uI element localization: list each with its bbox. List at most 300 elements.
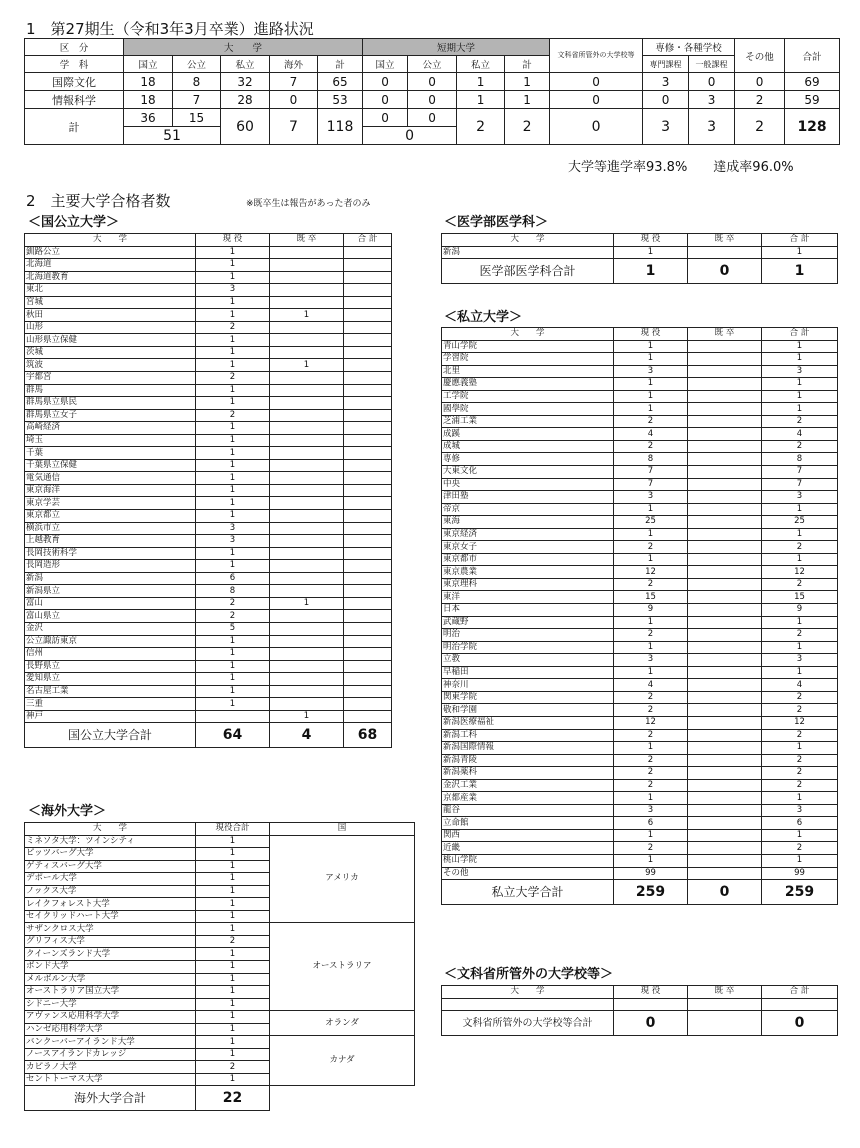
private-genn: 2 xyxy=(614,629,688,642)
private-kisotsu xyxy=(688,829,762,842)
total-kokuritsu: 36 xyxy=(124,109,173,127)
overseas-univ-name: セントトーマス大学 xyxy=(25,1073,196,1086)
national-univ-name: 宇都宮 xyxy=(25,372,196,385)
overseas-genn: 1 xyxy=(196,860,270,873)
private-genn: 2 xyxy=(614,440,688,453)
private-genn: 6 xyxy=(614,817,688,830)
summary-cell: 0 xyxy=(363,91,408,109)
summary-row-label: 国際文化 xyxy=(25,73,124,91)
national-kisotsu xyxy=(270,610,344,623)
overseas-row xyxy=(25,1036,415,1049)
private-row xyxy=(442,591,838,604)
private-row xyxy=(442,767,838,780)
national-row xyxy=(25,522,392,535)
private-genn: 1 xyxy=(614,616,688,629)
monka-total-genn: 0 xyxy=(614,1011,688,1036)
private-gokei: 1 xyxy=(762,742,838,755)
private-genn: 2 xyxy=(614,779,688,792)
private-kisotsu xyxy=(688,691,762,704)
private-kisotsu xyxy=(688,779,762,792)
total-gokei: 128 xyxy=(785,109,840,145)
overseas-univ-name: メルボルン大学 xyxy=(25,973,196,986)
national-genn: 1 xyxy=(196,510,270,523)
medical-total-genn: 1 xyxy=(614,259,688,284)
private-row xyxy=(442,378,838,391)
section2-note: ※既卒生は報告があった者のみ xyxy=(246,199,371,209)
private-genn: 1 xyxy=(614,528,688,541)
national-kisotsu xyxy=(270,259,344,272)
medical-header-genn: 現 役 xyxy=(614,234,688,247)
overseas-total-label: 海外大学合計 xyxy=(25,1086,196,1111)
national-row xyxy=(25,321,392,334)
private-row xyxy=(442,503,838,516)
overseas-genn: 1 xyxy=(196,1023,270,1036)
private-gokei: 1 xyxy=(762,378,838,391)
private-row xyxy=(442,842,838,855)
section2-title: 2 主要大学合格者数 xyxy=(26,192,171,210)
private-genn: 1 xyxy=(614,403,688,416)
overseas-genn: 1 xyxy=(196,835,270,848)
national-univ-name: 東京海洋 xyxy=(25,484,196,497)
national-univ-name: 上越教育 xyxy=(25,535,196,548)
private-genn: 99 xyxy=(614,867,688,880)
national-gokei xyxy=(344,648,392,661)
private-row xyxy=(442,629,838,642)
summary-cell: 0 xyxy=(408,73,457,91)
summary-cell: 7 xyxy=(173,91,221,109)
national-univ-name: 金沢 xyxy=(25,622,196,635)
private-row xyxy=(442,353,838,366)
private-gokei: 7 xyxy=(762,466,838,479)
private-kisotsu xyxy=(688,754,762,767)
summary-cell: 18 xyxy=(124,91,173,109)
overseas-genn: 1 xyxy=(196,1036,270,1049)
national-univ-name: 北海道教育 xyxy=(25,271,196,284)
private-univ-name: 成蹊 xyxy=(442,428,614,441)
monka-header-kisotsu: 既 卒 xyxy=(688,986,762,999)
monka-total-gokei: 0 xyxy=(762,1011,838,1036)
private-row xyxy=(442,679,838,692)
overseas-country: オランダ xyxy=(270,1011,415,1036)
overseas-country: オーストラリア xyxy=(270,923,415,1011)
summary-cell: 8 xyxy=(173,73,221,91)
private-genn: 1 xyxy=(614,641,688,654)
total-ippan: 3 xyxy=(689,109,735,145)
private-gokei: 12 xyxy=(762,716,838,729)
national-row xyxy=(25,434,392,447)
private-genn: 7 xyxy=(614,478,688,491)
national-total-label: 国公立大学合計 xyxy=(25,723,196,748)
national-kisotsu xyxy=(270,346,344,359)
overseas-univ-name: ボンド大学 xyxy=(25,961,196,974)
national-kisotsu: 1 xyxy=(270,597,344,610)
national-kisotsu xyxy=(270,284,344,297)
private-gokei: 1 xyxy=(762,528,838,541)
overseas-genn: 1 xyxy=(196,898,270,911)
national-univ-name: 宮城 xyxy=(25,296,196,309)
private-total-gokei: 259 xyxy=(762,880,838,905)
summary-cell: 1 xyxy=(457,73,505,91)
national-gokei xyxy=(344,547,392,560)
private-row xyxy=(442,742,838,755)
rate-text: 大学等進学率93.8% 達成率96.0% xyxy=(568,160,794,175)
national-genn: 1 xyxy=(196,459,270,472)
private-univ-name: 京都産業 xyxy=(442,792,614,805)
private-genn: 2 xyxy=(614,578,688,591)
private-univ-name: 津田塾 xyxy=(442,491,614,504)
overseas-genn: 1 xyxy=(196,910,270,923)
summary-cell: 7 xyxy=(270,73,318,91)
medical-title: ＜医学部医学科＞ xyxy=(444,215,549,230)
private-gokei: 1 xyxy=(762,503,838,516)
private-kisotsu xyxy=(688,553,762,566)
private-genn: 2 xyxy=(614,704,688,717)
national-univ-name: 信州 xyxy=(25,648,196,661)
national-kisotsu xyxy=(270,296,344,309)
overseas-country: カナダ xyxy=(270,1036,415,1086)
private-univ-name: 東洋 xyxy=(442,591,614,604)
private-kisotsu xyxy=(688,578,762,591)
overseas-header-univ: 大 学 xyxy=(25,823,196,836)
national-row xyxy=(25,271,392,284)
private-univ-name: 東京農業 xyxy=(442,566,614,579)
national-genn: 1 xyxy=(196,484,270,497)
summary-cell: 18 xyxy=(124,73,173,91)
national-row xyxy=(25,560,392,573)
private-row xyxy=(442,466,838,479)
monka-total-label: 文科省所管外の大学校等合計 xyxy=(442,1011,614,1036)
private-row xyxy=(442,541,838,554)
private-univ-name: 青山学院 xyxy=(442,340,614,353)
national-gokei xyxy=(344,321,392,334)
header-kubun: 区 分 xyxy=(25,39,124,56)
private-row xyxy=(442,654,838,667)
private-univ-name: 新潟医療福祉 xyxy=(442,716,614,729)
national-genn: 3 xyxy=(196,522,270,535)
national-univ-name: 電気通信 xyxy=(25,472,196,485)
private-kisotsu xyxy=(688,742,762,755)
national-genn: 1 xyxy=(196,246,270,259)
private-total-genn: 259 xyxy=(614,880,688,905)
overseas-header-country: 国 xyxy=(270,823,415,836)
national-header-univ: 大 学 xyxy=(25,234,196,247)
private-univ-name: 北里 xyxy=(442,365,614,378)
national-gokei xyxy=(344,359,392,372)
private-row xyxy=(442,704,838,717)
national-kisotsu xyxy=(270,447,344,460)
private-row xyxy=(442,666,838,679)
private-genn: 1 xyxy=(614,390,688,403)
national-univ-name: 新潟 xyxy=(25,572,196,585)
header-monka: 文科省所管外の大学校等 xyxy=(550,39,643,73)
national-genn: 1 xyxy=(196,660,270,673)
national-gokei xyxy=(344,510,392,523)
private-univ-name: 中央 xyxy=(442,478,614,491)
overseas-univ-name: セイクリッドハート大学 xyxy=(25,910,196,923)
private-kisotsu xyxy=(688,716,762,729)
national-gokei xyxy=(344,535,392,548)
national-row xyxy=(25,346,392,359)
national-univ-name: 新潟県立 xyxy=(25,585,196,598)
national-kisotsu xyxy=(270,522,344,535)
header-kei: 計 xyxy=(318,56,363,73)
national-univ-name: 愛知県立 xyxy=(25,673,196,686)
national-row xyxy=(25,685,392,698)
summary-cell: 3 xyxy=(643,73,689,91)
private-gokei: 2 xyxy=(762,767,838,780)
national-header-gokei: 合 計 xyxy=(344,234,392,247)
private-row xyxy=(442,578,838,591)
monka-total-kisotsu xyxy=(688,1011,762,1036)
national-title: ＜国公立大学＞ xyxy=(28,215,120,230)
national-univ-name: 秋田 xyxy=(25,309,196,322)
national-gokei xyxy=(344,309,392,322)
national-gokei xyxy=(344,372,392,385)
private-gokei: 4 xyxy=(762,428,838,441)
private-gokei: 9 xyxy=(762,604,838,617)
private-gokei: 1 xyxy=(762,616,838,629)
national-row xyxy=(25,296,392,309)
national-univ-name: 釧路公立 xyxy=(25,246,196,259)
monka-header-genn: 現 役 xyxy=(614,986,688,999)
header-daigaku: 大 学 xyxy=(124,39,363,56)
national-genn: 1 xyxy=(196,397,270,410)
national-univ-name: 三重 xyxy=(25,698,196,711)
private-title: ＜私立大学＞ xyxy=(444,310,523,325)
national-gokei xyxy=(344,522,392,535)
summary-cell: 32 xyxy=(221,73,270,91)
national-univ-name: 千葉県立保健 xyxy=(25,459,196,472)
national-kisotsu xyxy=(270,271,344,284)
national-kisotsu xyxy=(270,648,344,661)
private-genn: 1 xyxy=(614,854,688,867)
monka-table xyxy=(441,985,838,1036)
national-kisotsu xyxy=(270,497,344,510)
total-koritsu: 15 xyxy=(173,109,221,127)
national-genn: 1 xyxy=(196,673,270,686)
private-gokei: 25 xyxy=(762,516,838,529)
private-genn: 1 xyxy=(614,666,688,679)
national-kisotsu xyxy=(270,422,344,435)
national-gokei xyxy=(344,459,392,472)
national-row xyxy=(25,660,392,673)
national-kisotsu xyxy=(270,572,344,585)
overseas-genn: 1 xyxy=(196,948,270,961)
medical-total-kisotsu: 0 xyxy=(688,259,762,284)
private-gokei: 2 xyxy=(762,704,838,717)
national-row xyxy=(25,397,392,410)
national-genn: 1 xyxy=(196,648,270,661)
national-gokei xyxy=(344,610,392,623)
private-gokei: 2 xyxy=(762,779,838,792)
private-row xyxy=(442,403,838,416)
private-row xyxy=(442,553,838,566)
private-univ-name: 明治学院 xyxy=(442,641,614,654)
private-genn: 1 xyxy=(614,340,688,353)
private-row xyxy=(442,641,838,654)
private-univ-name: 國學院 xyxy=(442,403,614,416)
national-gokei xyxy=(344,560,392,573)
national-genn: 2 xyxy=(196,321,270,334)
overseas-row xyxy=(25,835,415,848)
national-kisotsu xyxy=(270,635,344,648)
private-gokei: 7 xyxy=(762,478,838,491)
national-row xyxy=(25,259,392,272)
private-gokei: 3 xyxy=(762,365,838,378)
summary-cell: 53 xyxy=(318,91,363,109)
private-genn: 1 xyxy=(614,742,688,755)
private-gokei: 3 xyxy=(762,804,838,817)
private-row xyxy=(442,440,838,453)
private-kisotsu xyxy=(688,453,762,466)
header-t-koritsu: 公立 xyxy=(408,56,457,73)
private-univ-name: 成城 xyxy=(442,440,614,453)
national-genn: 1 xyxy=(196,560,270,573)
national-row xyxy=(25,510,392,523)
overseas-genn: 1 xyxy=(196,1073,270,1086)
private-genn: 2 xyxy=(614,767,688,780)
private-kisotsu xyxy=(688,792,762,805)
private-gokei: 1 xyxy=(762,666,838,679)
national-gokei xyxy=(344,284,392,297)
private-row xyxy=(442,528,838,541)
total-kaigai: 7 xyxy=(270,109,318,145)
private-gokei: 1 xyxy=(762,403,838,416)
national-header-kisotsu: 既 卒 xyxy=(270,234,344,247)
national-univ-name: 富山 xyxy=(25,597,196,610)
national-gokei xyxy=(344,635,392,648)
national-gokei xyxy=(344,409,392,422)
national-univ-name: 高崎経済 xyxy=(25,422,196,435)
national-gokei xyxy=(344,497,392,510)
private-row xyxy=(442,779,838,792)
private-kisotsu xyxy=(688,842,762,855)
private-kisotsu xyxy=(688,767,762,780)
overseas-genn: 1 xyxy=(196,1048,270,1061)
national-row xyxy=(25,472,392,485)
national-kisotsu xyxy=(270,560,344,573)
national-kisotsu xyxy=(270,384,344,397)
national-row xyxy=(25,710,392,723)
private-kisotsu xyxy=(688,478,762,491)
private-kisotsu xyxy=(688,491,762,504)
national-univ-name: 群馬 xyxy=(25,384,196,397)
header-senmon: 専門課程 xyxy=(643,56,689,73)
total-kei: 118 xyxy=(318,109,363,145)
national-row xyxy=(25,547,392,560)
private-gokei: 2 xyxy=(762,415,838,428)
private-genn: 3 xyxy=(614,365,688,378)
national-kisotsu xyxy=(270,510,344,523)
national-genn: 1 xyxy=(196,434,270,447)
private-genn: 1 xyxy=(614,378,688,391)
national-row xyxy=(25,622,392,635)
overseas-univ-name: サザンクロス大学 xyxy=(25,923,196,936)
header-sonota: その他 xyxy=(735,39,785,73)
private-kisotsu xyxy=(688,415,762,428)
national-genn: 1 xyxy=(196,271,270,284)
private-gokei: 2 xyxy=(762,691,838,704)
summary-cell: 0 xyxy=(550,73,643,91)
summary-cell: 59 xyxy=(785,91,840,109)
national-row xyxy=(25,648,392,661)
private-kisotsu xyxy=(688,867,762,880)
private-kisotsu xyxy=(688,616,762,629)
summary-row-label: 情報科学 xyxy=(25,91,124,109)
national-gokei xyxy=(344,484,392,497)
private-univ-name: 立命館 xyxy=(442,817,614,830)
private-row xyxy=(442,616,838,629)
summary-cell: 0 xyxy=(270,91,318,109)
summary-cell: 65 xyxy=(318,73,363,91)
national-genn: 2 xyxy=(196,597,270,610)
total-t-koritsu: 0 xyxy=(408,109,457,127)
medical-header-gokei: 合 計 xyxy=(762,234,838,247)
private-kisotsu xyxy=(688,654,762,667)
overseas-genn: 2 xyxy=(196,1061,270,1074)
private-univ-name: 金沢工業 xyxy=(442,779,614,792)
private-univ-name: 早稲田 xyxy=(442,666,614,679)
private-univ-name: 敬和学園 xyxy=(442,704,614,717)
private-row xyxy=(442,792,838,805)
private-row xyxy=(442,729,838,742)
header-koritsu: 公立 xyxy=(173,56,221,73)
summary-cell: 0 xyxy=(689,73,735,91)
national-univ-name: 茨城 xyxy=(25,346,196,359)
header-t-kei: 計 xyxy=(505,56,550,73)
national-kisotsu xyxy=(270,585,344,598)
national-univ-name: 山形 xyxy=(25,321,196,334)
national-row xyxy=(25,359,392,372)
summary-cell: 0 xyxy=(550,91,643,109)
national-row xyxy=(25,497,392,510)
private-gokei: 2 xyxy=(762,754,838,767)
header-gakka: 学 科 xyxy=(25,56,124,73)
private-row xyxy=(442,867,838,880)
national-total-kisotsu: 4 xyxy=(270,723,344,748)
private-kisotsu xyxy=(688,528,762,541)
national-gokei xyxy=(344,334,392,347)
private-genn: 8 xyxy=(614,453,688,466)
private-kisotsu xyxy=(688,591,762,604)
private-kisotsu xyxy=(688,666,762,679)
private-univ-name: 関東学院 xyxy=(442,691,614,704)
private-gokei: 1 xyxy=(762,792,838,805)
private-kisotsu xyxy=(688,566,762,579)
private-univ-name: 大東文化 xyxy=(442,466,614,479)
private-row xyxy=(442,428,838,441)
overseas-country: アメリカ xyxy=(270,835,415,923)
private-gokei: 2 xyxy=(762,541,838,554)
national-row xyxy=(25,372,392,385)
private-kisotsu xyxy=(688,365,762,378)
private-kisotsu xyxy=(688,604,762,617)
national-univ-name: 神戸 xyxy=(25,710,196,723)
national-gokei xyxy=(344,472,392,485)
national-genn: 1 xyxy=(196,698,270,711)
private-kisotsu xyxy=(688,466,762,479)
national-gokei xyxy=(344,622,392,635)
private-gokei: 99 xyxy=(762,867,838,880)
summary-cell: 2 xyxy=(735,91,785,109)
national-kisotsu xyxy=(270,535,344,548)
overseas-univ-name: クイーンズランド大学 xyxy=(25,948,196,961)
private-kisotsu xyxy=(688,428,762,441)
national-genn: 1 xyxy=(196,359,270,372)
national-genn: 1 xyxy=(196,296,270,309)
national-kisotsu: 1 xyxy=(270,359,344,372)
private-genn: 1 xyxy=(614,792,688,805)
